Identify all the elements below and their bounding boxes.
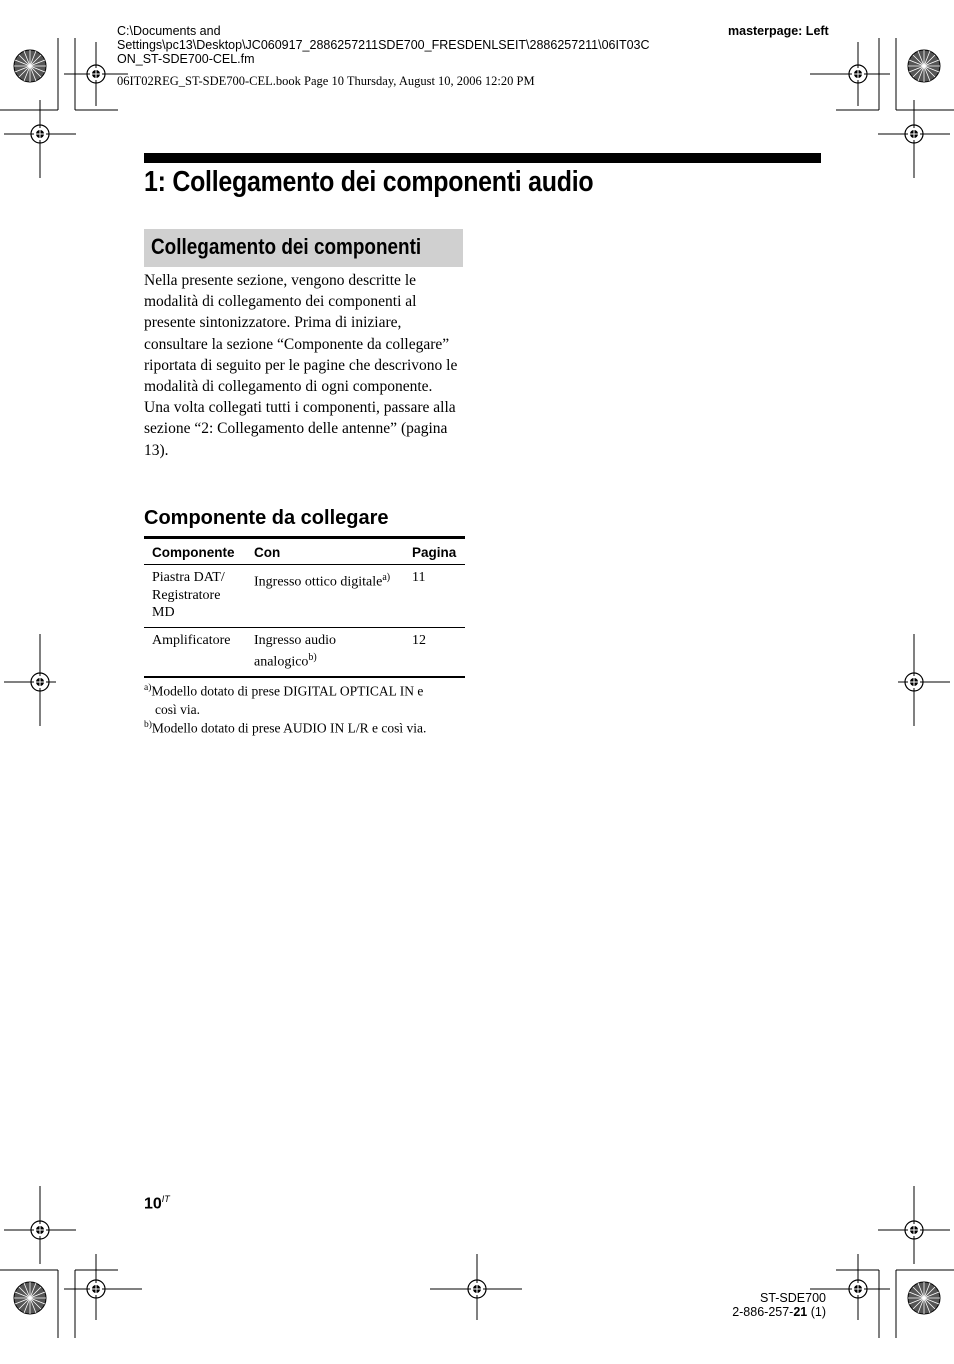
footnote-mark: a) [144, 683, 152, 693]
file-path [117, 24, 717, 66]
section-heading: Collegamento dei componenti [151, 234, 422, 259]
header-con: Con [246, 538, 404, 565]
model-code-bold: 21 [793, 1305, 808, 1319]
file-path-line-1: C:\Documents and [117, 24, 221, 38]
cell-text: Ingresso ottico digitale [254, 574, 383, 590]
book-info: 06IT02REG_ST-SDE700-CEL.book Page 10 Thursday, August 10, 2006 12:20 PM [117, 74, 535, 88]
cell-connection [246, 627, 404, 677]
body-text [144, 270, 466, 461]
page-number [144, 1194, 170, 1213]
cell-component [144, 565, 246, 628]
cell-text: MD [152, 605, 175, 620]
page-title: 1: Collegamento dei componenti audio [144, 166, 594, 198]
cell-text: analogico [254, 654, 309, 670]
model-name: ST-SDE700 [759, 1291, 826, 1305]
cell-connection [246, 565, 404, 628]
footnote-b [144, 716, 474, 738]
model-code-prefix: 2-886-257- [732, 1305, 794, 1319]
body-paragraph-2: Una volta collegati tutti i componenti, passare alla sezione “2: Collegamento delle antenne” (pagina 13). [144, 399, 456, 459]
body-paragraph-1: Nella presente sezione, vengono descritte le modalità di collegamento dei componenti al presente sintonizzatore. Prima di iniziare, consultare la sezione “Componente da collegare” riportata di seguito per le pagine che descrivono le modalità di collegamento di ogni componente. [144, 272, 458, 396]
model-info [700, 1291, 826, 1319]
footnote-a [144, 679, 474, 719]
cell-text: Amplificatore [152, 632, 231, 648]
model-code-suffix: (1) [807, 1305, 826, 1319]
cell-page: 11 [404, 565, 465, 628]
title-rule [144, 153, 821, 163]
model-code [700, 1305, 826, 1319]
cell-page: 12 [404, 627, 465, 677]
footnote-ref: b) [308, 652, 317, 663]
footnote-text: Modello dotato di prese DIGITAL OPTICAL IN e [151, 683, 424, 699]
footnote-text: così via. [155, 701, 200, 717]
cell-component [144, 627, 246, 677]
header-pagina: Pagina [404, 538, 465, 565]
cell-text: Registratore [152, 587, 221, 603]
footnote-mark: b) [144, 720, 152, 730]
file-path-line-3: ON_ST-SDE700-CEL.fm [117, 52, 255, 66]
page-number-value: 10 [144, 1195, 162, 1213]
language-code: IT [161, 1194, 170, 1204]
table-row [144, 627, 465, 677]
subheading: Componente da collegare [144, 507, 389, 529]
cell-text: Piastra DAT/ [152, 570, 225, 585]
table-header-row [144, 538, 465, 565]
table-row [144, 565, 465, 628]
header-componente: Componente [144, 538, 246, 565]
cell-text: Ingresso audio [254, 632, 337, 648]
component-table [144, 536, 465, 678]
footnote-text: Modello dotato di prese AUDIO IN L/R e così via. [151, 720, 427, 736]
file-path-line-2: Settings\pc13\Desktop\JC060917_2886257211SDE700_FRESDENLSEIT\2886257211\06IT03C [117, 38, 650, 52]
footnote-ref: a) [382, 572, 391, 583]
masterpage-label: masterpage: Left [728, 24, 829, 38]
